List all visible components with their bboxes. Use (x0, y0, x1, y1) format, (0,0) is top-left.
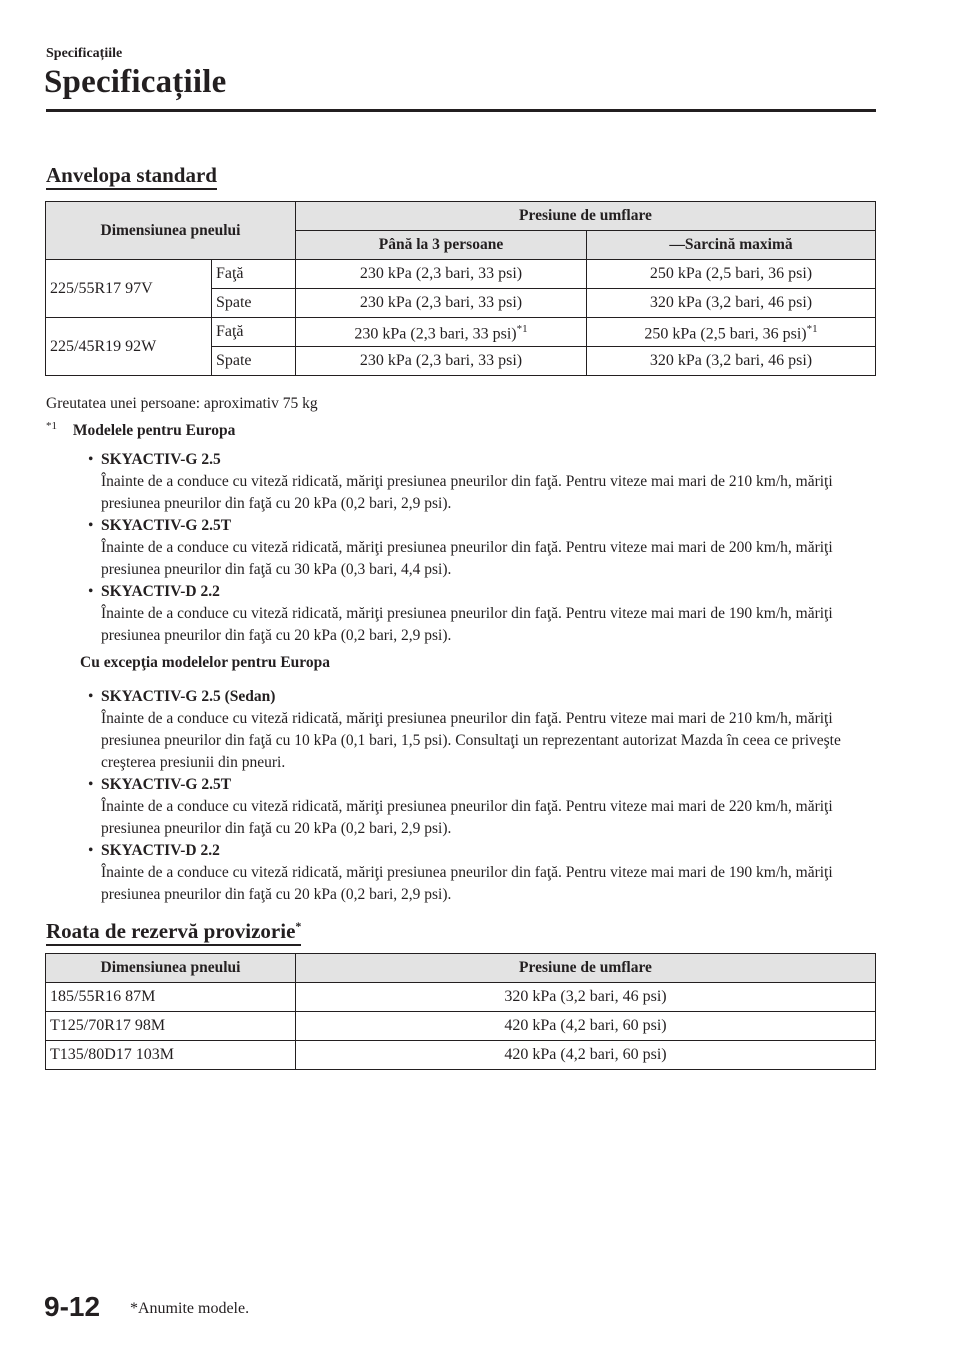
engine-note: Înainte de a conduce cu viteză ridicată, măriţi presiunea pneurilor din faţă. Pentru viteze mai mari de 220 km/h, măriţi presiunea pneurilor din faţă cu 20 kPa (0,2 bari, 2,9 psi). (101, 798, 833, 837)
tire-pressure: 320 kPa (3,2 bari, 46 psi) (296, 983, 876, 1012)
engine-title: SKYACTIV-G 2.5 (101, 451, 221, 468)
pressure-value: 230 kPa (2,3 bari, 33 psi) (354, 325, 517, 343)
page-number: 9-12 (44, 1291, 101, 1322)
engine-note: Înainte de a conduce cu viteză ridicată, măriţi presiunea pneurilor din faţă. Pentru viteze mai mari de 190 km/h, măriţi presiunea pneurilor din faţă cu 20 kPa (0,2 bari, 2,9 psi). (101, 605, 833, 644)
tire-size: 225/45R19 92W (46, 318, 212, 376)
bullet-icon: • (88, 451, 94, 468)
list-item (88, 840, 878, 906)
engine-title: SKYACTIV-G 2.5T (101, 776, 232, 793)
pressure-max-load: 250 kPa (2,5 bari, 36 psi) (587, 260, 876, 289)
tire-size: T125/70R17 98M (46, 1012, 296, 1041)
footer-note: *Anumite modele. (130, 1300, 250, 1317)
weight-note: Greutatea unei persoane: aproximativ 75 kg (46, 395, 318, 412)
pressure-3-persons: 230 kPa (2,3 bari, 33 psi) (296, 260, 587, 289)
page-title: Specificațiile (44, 64, 227, 100)
tire-pressure: 420 kPa (4,2 bari, 60 psi) (296, 1012, 876, 1041)
europe-notes-list (88, 449, 878, 647)
bullet-icon: • (88, 688, 94, 705)
tire-size: 225/55R17 97V (46, 260, 212, 318)
tire-position: Spate (211, 347, 295, 376)
standard-tire-table (45, 201, 876, 376)
bullet-icon: • (88, 842, 94, 859)
pressure-max-load (587, 318, 876, 347)
engine-note: Înainte de a conduce cu viteză ridicată, măriţi presiunea pneurilor din faţă. Pentru viteze mai mari de 210 km/h, măriţi presiunea pneurilor din faţă cu 20 kPa (0,2 bari, 2,9 psi). (101, 473, 833, 512)
table-row (46, 318, 876, 347)
other-notes-list (88, 686, 878, 906)
section-title-spare (46, 914, 301, 946)
pressure-3-persons: 230 kPa (2,3 bari, 33 psi) (296, 289, 587, 318)
col-header-pressure: Presiune de umflare (296, 202, 876, 231)
table-row (46, 1041, 876, 1070)
section-title-standard: Anvelopa standard (46, 163, 217, 190)
tire-position: Faţă (211, 260, 295, 289)
bullet-icon: • (88, 776, 94, 793)
engine-note: Înainte de a conduce cu viteză ridicată, măriţi presiunea pneurilor din faţă. Pentru viteze mai mari de 200 km/h, măriţi presiunea pneurilor din faţă cu 30 kPa (0,3 bari, 4,4 psi). (101, 539, 833, 578)
engine-title: SKYACTIV-G 2.5T (101, 517, 232, 534)
footnote-ref: *1 (806, 323, 818, 336)
pressure-3-persons: 230 kPa (2,3 bari, 33 psi) (296, 347, 587, 376)
engine-title: SKYACTIV-G 2.5 (Sedan) (101, 688, 276, 705)
footnote-title: Modelele pentru Europa (72, 422, 236, 440)
tire-position: Spate (211, 289, 295, 318)
engine-title: SKYACTIV-D 2.2 (101, 583, 220, 600)
list-item (88, 774, 878, 840)
table-row (46, 260, 876, 289)
list-item (88, 686, 878, 774)
pressure-max-load: 320 kPa (3,2 bari, 46 psi) (587, 289, 876, 318)
engine-note: Înainte de a conduce cu viteză ridicată, măriţi presiunea pneurilor din faţă. Pentru viteze mai mari de 190 km/h, măriţi presiunea pneurilor din faţă cu 20 kPa (0,2 bari, 2,9 psi). (101, 864, 833, 903)
spare-tire-table (45, 953, 876, 1070)
section-title-text: Roata de rezervă provizorie (46, 919, 296, 943)
list-item (88, 449, 878, 515)
engine-title: SKYACTIV-D 2.2 (101, 842, 220, 859)
table-row (46, 983, 876, 1012)
footnote-ref: *1 (516, 323, 528, 336)
footnote-heading (46, 415, 235, 442)
pressure-value: 250 kPa (2,5 bari, 36 psi) (644, 325, 807, 343)
header-divider (46, 109, 876, 112)
bullet-icon: • (88, 583, 94, 600)
section-title-mark: * (295, 919, 302, 933)
tire-size: T135/80D17 103M (46, 1041, 296, 1070)
tire-size: 185/55R16 87M (46, 983, 296, 1012)
col-header-size: Dimensiunea pneului (46, 954, 296, 983)
except-europe-title: Cu excepţia modelelor pentru Europa (80, 654, 331, 671)
pressure-max-load: 320 kPa (3,2 bari, 46 psi) (587, 347, 876, 376)
bullet-icon: • (88, 517, 94, 534)
list-item (88, 515, 878, 581)
subheader-max-load: —Sarcină maximă (587, 231, 876, 260)
subheader-3-persons: Până la 3 persoane (296, 231, 587, 260)
running-header: Specificațiile (46, 46, 123, 61)
tire-position: Faţă (211, 318, 295, 347)
engine-note: Înainte de a conduce cu viteză ridicată, măriţi presiunea pneurilor din faţă. Pentru viteze mai mari de 210 km/h, măriţi presiunea pneurilor din faţă cu 10 kPa (0,1 bari, 1,5 psi). Consultaţi un reprezentant autorizat Mazda în ceea ce priveşte creşterea presiunii din pneuri. (101, 710, 841, 771)
table-row (46, 1012, 876, 1041)
col-header-pressure: Presiune de umflare (296, 954, 876, 983)
tire-pressure: 420 kPa (4,2 bari, 60 psi) (296, 1041, 876, 1070)
footnote-mark: *1 (46, 420, 57, 432)
pressure-3-persons (296, 318, 587, 347)
col-header-size: Dimensiunea pneului (46, 202, 296, 260)
list-item (88, 581, 878, 647)
